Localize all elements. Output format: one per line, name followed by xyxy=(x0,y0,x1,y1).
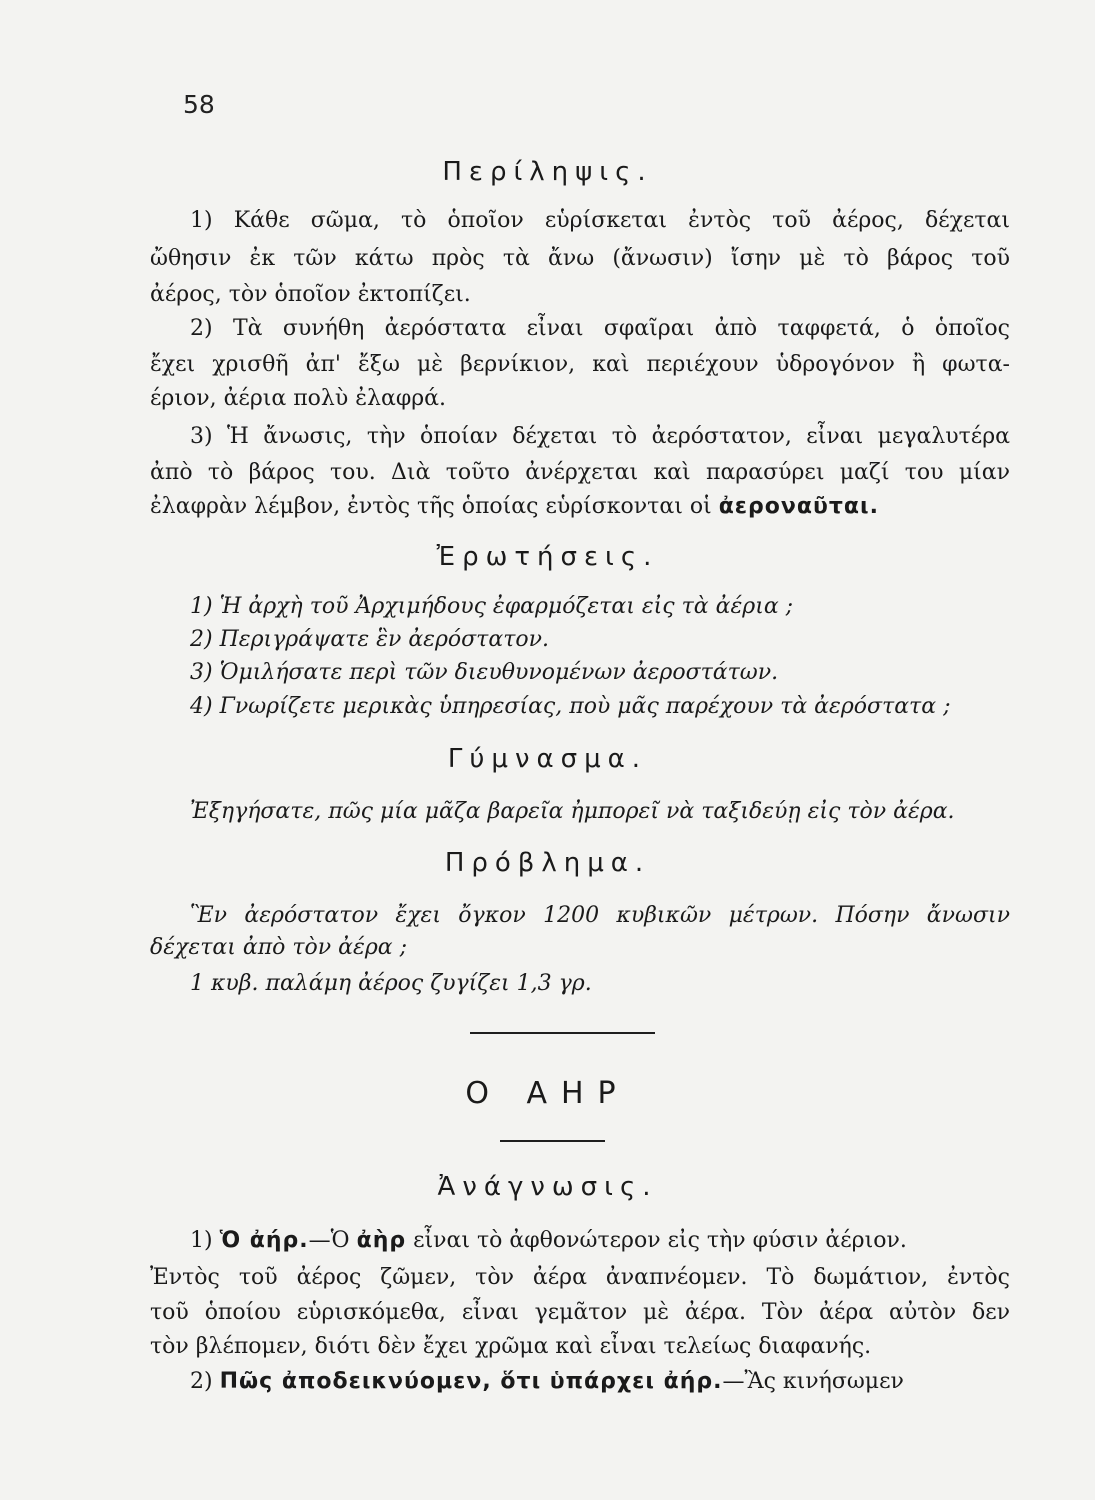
exercise-text: Ἐξηγήσατε, πῶς μία μᾶζα βαρεῖα ἠμπορεῖ νὰ ταξιδεύῃ εἰς τὸν ἀέρα. xyxy=(190,799,955,824)
reading-heading: Ἀνάγνωσις. xyxy=(437,1172,658,1202)
question-item: 1) Ἡ ἀρχὴ τοῦ Ἀρχιμήδους ἐφαρμόζεται εἰς τὰ ἀέρια ; xyxy=(190,594,794,619)
problem-line: δέχεται ἀπὸ τὸν ἀέρα ; xyxy=(150,935,408,960)
question-item: 3) Ὁμιλήσατε περὶ τῶν διευθυνομένων ἀεροστάτων. xyxy=(190,660,779,685)
problem-line: 1 κυβ. παλάμη ἀέρος ζυγίζει 1,3 γρ. xyxy=(190,971,592,996)
paragraph-1-line: τὸν βλέπομεν, διότι δὲν ἔχει χρῶμα καὶ εἶναι τελείως διαφανής. xyxy=(150,1334,872,1359)
summary-line: 3) Ἡ ἄνωσις, τὴν ὁποίαν δέχεται τὸ ἀερόστατον, εἶναι μεγαλυτέρα xyxy=(190,424,1010,449)
summary-heading: Περίληψις. xyxy=(442,157,653,187)
problem-line: Ἓν ἀερόστατον ἔχει ὄγκον 1200 κυβικῶν μέτρων. Πόσην ἄνωσιν xyxy=(190,903,1010,928)
paragraph-1-separator: —Ὁ xyxy=(308,1228,350,1253)
paragraph-1-number: 1) xyxy=(190,1228,213,1253)
paragraph-2-title: Πῶς ἀποδεικνύομεν, ὅτι ὑπάρχει ἀήρ. xyxy=(219,1369,723,1394)
summary-line: ἀπὸ τὸ βάρος του. Διὰ τοῦτο ἀνέρχεται καὶ παρασύρει μαζί του μίαν xyxy=(150,460,1010,485)
paragraph-1-title: Ὁ ἀήρ. xyxy=(219,1228,309,1253)
question-item: 4) Γνωρίζετε μερικὰς ὑπηρεσίας, ποὺ μᾶς παρέχουν τὰ ἀερόστατα ; xyxy=(190,694,951,719)
paragraph-2-rest: —Ἂς κινήσωμεν xyxy=(722,1369,904,1394)
paragraph-1-line: Ἐντὸς τοῦ ἀέρος ζῶμεν, τὸν ἀέρα ἀναπνέομεν. Τὸ δωμάτιον, ἐντὸς xyxy=(150,1265,1010,1290)
paragraph-1-rest: εἶναι τὸ ἀφθονώτερον εἰς τὴν φύσιν ἀέριον. xyxy=(413,1228,907,1253)
aeronauts-term: ἀεροναῦται. xyxy=(718,494,879,519)
questions-heading: Ἐρωτήσεις. xyxy=(436,542,659,572)
question-item: 2) Περιγράψατε ἓν ἀερόστατον. xyxy=(190,627,549,652)
summary-line: έριον, ἀέρια πολὺ ἐλαφρά. xyxy=(150,386,447,411)
title-underline xyxy=(500,1140,605,1142)
paragraph-2-first-line xyxy=(190,1367,1010,1397)
summary-line: 1) Κάθε σῶμα, τὸ ὁποῖον εὑρίσκεται ἐντὸς τοῦ ἀέρος, δέχεται xyxy=(190,208,1010,233)
summary-line: 2) Τὰ συνήθη ἀερόστατα εἶναι σφαῖραι ἀπὸ ταφφετά, ὁ ὁποῖος xyxy=(190,316,1010,341)
summary-last-line-text: ἐλαφρὰν λέμβον, ἐντὸς τῆς ὁποίας εὑρίσκονται οἱ xyxy=(150,494,712,519)
paragraph-1-line: τοῦ ὁποίου εὑρισκόμεθα, εἶναι γεμᾶτον μὲ ἀέρα. Τὸν ἀέρα αὐτὸν δεν xyxy=(150,1300,1010,1325)
paragraph-1-keyword: ἀὴρ xyxy=(356,1228,407,1253)
summary-line: ἔχει χρισθῆ ἀπ' ἔξω μὲ βερνίκιον, καὶ περιέχουν ὑδρογόνον ἢ φωτα- xyxy=(150,352,1010,377)
page-number: 58 xyxy=(183,90,215,119)
summary-line: ἀέρος, τὸν ὁποῖον ἐκτοπίζει. xyxy=(150,282,471,307)
paragraph-1-first-line xyxy=(190,1226,1010,1256)
summary-last-line xyxy=(150,492,1010,522)
paragraph-2-number: 2) xyxy=(190,1369,213,1394)
summary-line: ὤθησιν ἐκ τῶν κάτω πρὸς τὰ ἄνω (ἄνωσιν) ἴσην μὲ τὸ βάρος τοῦ xyxy=(150,246,1010,271)
exercise-heading: Γύμνασμα. xyxy=(447,744,648,774)
chapter-title: Ο ΑΗΡ xyxy=(465,1076,630,1111)
problem-heading: Πρόβλημα. xyxy=(444,848,651,878)
section-divider xyxy=(470,1032,655,1034)
